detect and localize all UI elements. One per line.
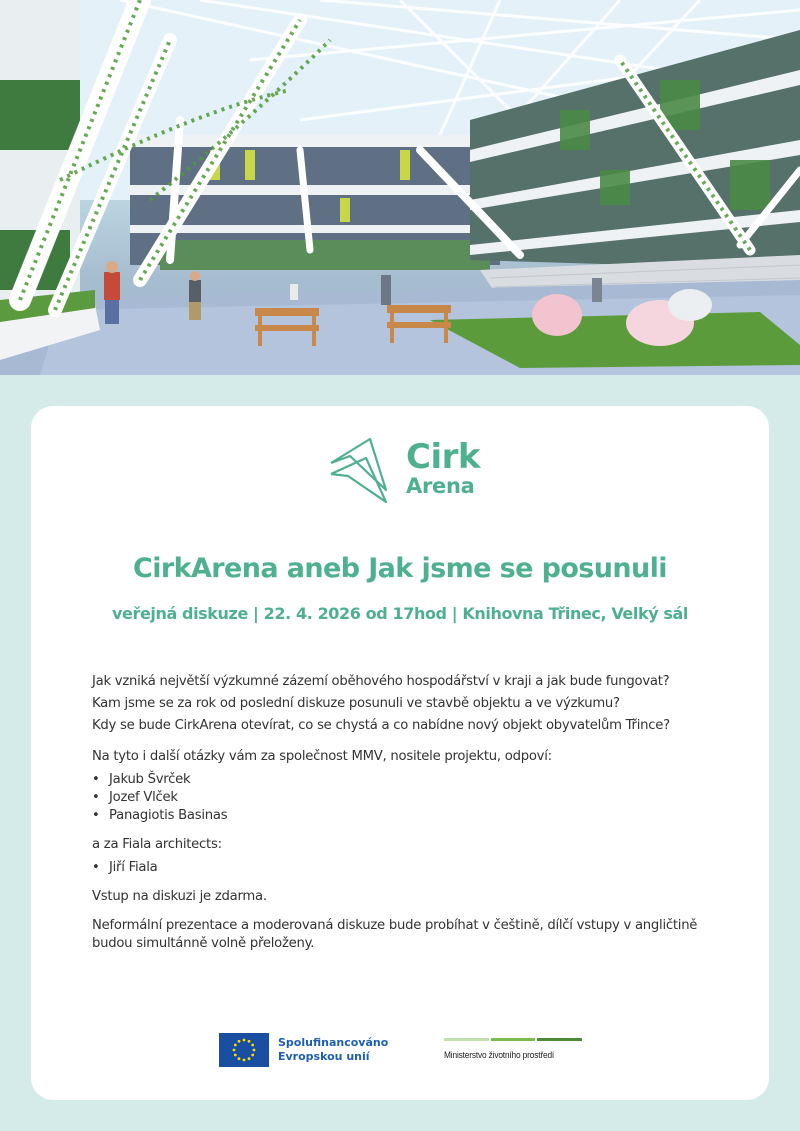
questions-block [92,671,732,737]
intro-mmv: Na tyto i další otázky vám za společnost MMV, nositele projektu, odpoví: [92,749,552,764]
language-note: Neformální prezentace a moderovaná diskuze bude probíhat v češtině, dílčí vstupy v angličtině budou simultánně volně přeloženy. [92,918,698,951]
speaker-item: • Jiří Fiala [92,859,732,877]
speaker-item: • Panagiotis Basinas [92,807,732,825]
entry-note: Vstup na diskuzi je zdarma. [92,889,267,904]
logo-wordmark [406,437,480,498]
eu-cofunding-logo [219,1033,388,1067]
intro-fiala: a za Fiala architects: [92,837,222,852]
eu-flag-icon [219,1033,269,1067]
speakers-fiala-list [92,859,732,877]
event-subtitle: veřejná diskuze | 22. 4. 2026 od 17hod | Knihovna Třinec, Velký sál [111,604,689,623]
eu-line-1: Spolufinancováno [278,1036,389,1049]
question-2: Kam jsme se za rok od poslední diskuze posunuli ve stavbě objektu a ve výzkumu? [92,696,620,711]
atrium-rendering-illustration [0,0,800,375]
speakers-mmv-list [92,771,732,825]
ministry-name: Ministerstvo životního prostředí [444,1050,555,1061]
eu-cofunding-text [278,1036,388,1064]
speaker-item: • Jakub Švrček [92,771,732,789]
ministry-logo [444,1038,582,1061]
question-3: Kdy se bude CirkArena otevírat, co se chystá a co nabídne nový objekt obyvatelům Třince? [92,718,670,733]
logo-word-arena: Arena [406,474,475,498]
logo-word-cirk: Cirk [406,437,480,477]
event-description [92,671,732,953]
speaker-item: • Jozef Vlček [92,789,732,807]
question-1: Jak vzniká největší výzkumné zázemí oběhového hospodářství v kraji a jak bude fungovat? [92,674,670,689]
ministry-color-bars [444,1038,582,1041]
event-title: CirkArena aneb Jak jsme se posunuli [133,553,667,584]
cirkarena-logo [326,436,486,512]
eu-line-2: Evropskou unií [278,1050,370,1063]
hero-image [0,0,800,375]
paper-plane-arrow-icon [326,436,404,512]
